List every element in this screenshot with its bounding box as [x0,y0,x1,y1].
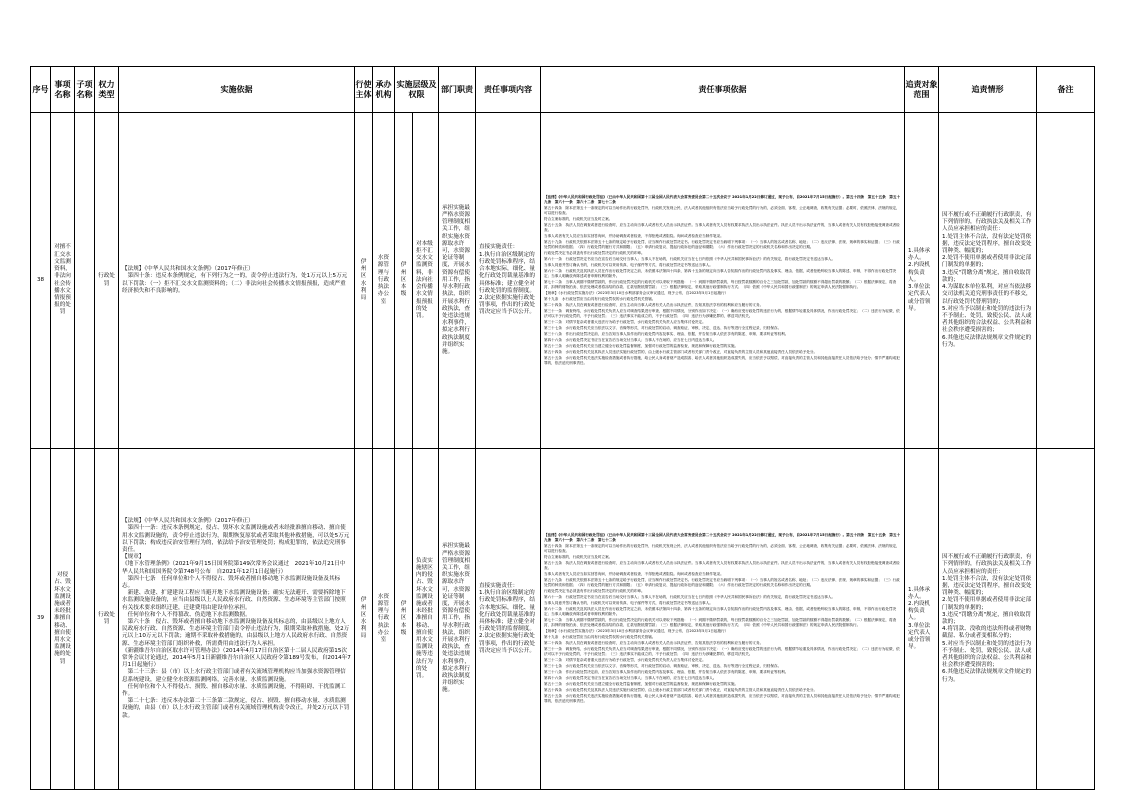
row-situation: 因不履行或不正确履行行政职责，有下列情形的，行政执法关及相关工作人员应承担相应的责任： 1.处罚主体不合法，没有法定处罚依据，违反法定处罚程序，擅自改变处罚种类、幅度的； 2.处罚不使用单据或者使用非法定部门制发的单据的； 3.违反"罚缴分离"规定，擅自收取罚款的； 4.为谋取本单位私利，对应当依法移交司法机关追究刑事责任的不移交，以行政处罚代替刑罚的； 5.对应当予以制止和处罚的违法行为不予制止、处罚，致使公民、法人或者其他组织的合法权益、公共利益和社会秩序遭受损害的； 6.其他违反法律法规规章文件规定的行为。 [939,113,1037,449]
duty-basis-paragraph: 第五十三条 水行政处罚机关应当建立健全行政处罚监督制度，加强对行政处罚的监督检查，规范和保障行政处罚的实施。 [544,343,739,348]
duty-basis-paragraph: 第五十五条 水行政处罚机关违法实施检查措施或者执行措施，给公民人身或者财产造成损害、给法人或者其他组织造成损失的，应当依法予以赔偿，对直接负责的主管人员和其他直接责任人员依法给予处分；情节严重构成犯罪的，依法追究刑事责任。 [544,355,900,365]
duty-basis-paragraph: 符合立案标准的，行政机关应当及时立案。 [544,555,613,559]
duty-basis-paragraph: 第五十四条 水行政处罚机关及其执法人员违法实施行政处罚的，由上级水行政主管部门或者有关部门责令改正，对直接负责的主管人员和其他直接责任人员依法给予处分。 [544,349,818,354]
row-target: 1.具体承办人。 2.内设机构负责人。 3.单位法定代表人或分管领导。 [905,449,939,790]
responsibility-table [30,66,1095,790]
duty-basis-paragraph: 当事人同意并签订确认书的，行政机关可以采用传真、电子邮件等方式，将行政处罚决定书等送达当事人。 [544,262,713,267]
row-item-name: 对擅不汇交水文监测资料，非法向社会传播水文情报预报的处罚 [51,113,75,449]
duty-basis-paragraph: 第六十二条 行政机关及其执法人员在作出行政处罚决定之前，未依照本法第四十四条、第四十五条的规定向当事人告知拟作出的行政处罚内容及事实、理由、依据，或者拒绝听取当事人的陈述、申辩，不得作出行政处罚决定；当事人明确放弃陈述或者申辩权利的除外。 [544,268,897,278]
row-remark [1037,449,1095,790]
duty-basis-paragraph: 第三十二条 对情节复杂或者重大违法行为给予行政处罚，水行政处罚机关负责人应当集体讨论决定。 [544,658,706,662]
header-organ: 承办机构 [373,67,395,113]
duty-basis-paragraph: 第五十五条 执法人员在调查或者进行检查时，应当主动向当事人或者有关人员出示执法证件。当事人或者有关人员有权要求执法人员出示执法证件。执法人员不出示执法证件的，当事人或者有关人员有权拒绝接受调查或者检查。 [544,561,900,570]
duty-basis-paragraph: 第三十七条 水行政处罚机关应当依法以文字、音像等形式，对行政处罚的启动、调查取证、审核、决定、送达、执行等进行全过程记录，归档保存。 [544,664,782,668]
duty-basis-paragraph: 第三十七条 水行政处罚机关应当依法以文字、音像等形式，对行政处罚的启动、调查取证、审核、决定、送达、执行等进行全过程记录，归档保存。 [544,325,782,330]
row-level: 伊州区本级 [395,113,413,449]
duty-basis-paragraph: 【法律】《中华人民共和国行政处罚法》（已由中华人民共和国第十三届全国人民代表大会常务委员会第二十五次会议于 2021年1月22日修订通过，现予公布，自2021年7月15日起施行）。第五十四条 第五十五条 第五十九条 第六十一条 第六十二条 第七十二条 [544,194,901,204]
row-sub-item [75,449,95,790]
duty-basis-paragraph: 第三十八条 作出行政处罚决定前，应当告知当事人拟作出的行政处罚内容及事实、理由、依据，并告知当事人依法享有的陈述、申辩、要求听证等权利。 [544,670,789,674]
row-level-power: 负责实施辖区内的侵占、毁坏水文监测设施或者未经批准擅自移动、擅自使用水文监测设施等违法行为的处罚。 [413,449,439,790]
duty-basis-paragraph: 第五十四条 除本法第五十一条规定的可以当场作出的行政处罚外，行政机关发现公民、法人或者其他组织有依法应当给予行政处罚的行为的，必须全面、客观、公正地调查，收集有关证据；必要时，依照法律、法规的规定，可以进行检查。 [544,205,900,215]
header-power-type: 权力类型 [95,67,119,113]
row-dept-duty: 承担实施最严格水资源管理制度相关工作，组织实施水资源取水许可，水资源论证等制度，开展水资源有偿使用工作，指导水利行政执法，组织开展水利行政执法，查处违法违规水利事件，拟定水利行政执法制度并组织实施。 [439,449,476,790]
header-item-name: 事项名称 [51,67,75,113]
row-no: 38 [31,113,51,449]
duty-basis-paragraph: 【规章】《水行政处罚实施办法》（2023年3月10日水利部部务会议审议通过，现予公布，自2023年5月1日起施行） [544,290,729,295]
table-row [31,449,1095,790]
header-level: 实施层级及权限 [395,67,439,113]
duty-basis-paragraph: 第五十五条 水行政处罚机关违法实施检查措施或者执行措施，给公民人身或者财产造成损害、给法人或者其他组织造成损失的，应当依法予以赔偿，对直接负责的主管人员和其他直接责任人员依法给予处分；情节严重构成犯罪的，依法追究刑事责任。 [544,694,900,703]
header-dept-duty: 部门职责 [439,67,476,113]
duty-basis-paragraph: 第六十二条 行政机关及其执法人员在作出行政处罚决定之前，未依照本法第四十四条、第四十五条的规定向当事人告知拟作出的行政处罚内容及事实、理由、依据，或者拒绝听取当事人的陈述、申辩，不得作出行政处罚决定；当事人明确放弃陈述或者申辩权利的除外。 [544,607,897,616]
header-row [31,67,1095,113]
row-basis: 【法规】《中华人民共和国水文条例》（2017年修正） 第四十一条：违反本条例规定，侵占、毁坏水文监测设施或者未经批准擅自移动、擅自使用水文监测设施的，责令停止违法行为，限期恢复原状或者采取其他补救措施，可以处5万元以下罚款；构成违反治安管理行为的，依法给予治安管理处罚；构成犯罪的，依法追究刑事责任。 【规章】 《地下水管理条例》（2021年9月15日国务院第149次常务会议通过 2021年10月21日中华人民共和国国务院令第748号公布 自2021年12月1日起施行） 第四十七条 任何单位和个人不得侵占、毁坏或者擅自移动地下水监测设施设备及其标志。 新建、改建、扩建建设工程应当避开地下水监测设施设备；确实无法避开、需要拆除地下水监测设施设备的，应当由县级以上人民政府水行政、自然资源、生态环境等主管部门按照有关技术要求组织迁建，迁建费用由建设单位承担。 任何单位和个人不得篡改、伪造地下水监测数据。 第六十条 侵占、毁坏或者擅自移动地下水监测设施设备及其标志的，由县级以上地方人民政府水行政、自然资源、生态环境主管部门责令停止违法行为，限期采取补救措施，处2万元以上10万元以下罚款；逾期不采取补救措施的，由县级以上地方人民政府水行政、自然资源、生态环境主管部门组织补救，所需费用由违法行为人承担。 《新疆维吾尔自治区取水许可管理办法》（2014年4月17日自治区第十二届人民政府第15次常务会议讨论通过，2014年5月1日新疆维吾尔自治区人民政府令第189号发布，自2014年7月1日起施行） 第二十三条：县（市）以上水行政主管部门或者有关流域管理机构应当加强水资源管理信息系统建设，建立健全水资源监测网络，完善水量、水质监测设施。 任何单位和个人不得侵占、损毁、擅自移动水量、水质监测设施，不得阻碍、干扰监测工作。 第二十七条：违反本办法第二十三条第二款规定，侵占、损毁、擅自移动水量、水质监测设施的，由县（市）以上水行政主管部门或者有关流域管理机构责令改正，并处2万元以下罚款。 [119,449,355,790]
duty-basis-paragraph: 第二十四条 执法人员在调查或者进行检查时，应当主动向当事人或者有关人员出示执法证件，告知其依法享有的权利和应当履行的义务。 [544,641,764,645]
duty-basis-paragraph: 行政处罚决定书必须盖有作出行政处罚决定的行政机关的印章。 [544,250,645,255]
row-power-type: 行政处罚 [95,449,119,790]
duty-basis-paragraph: 第二十四条 执法人员在调查或者进行检查时，应当主动向当事人或者有关人员出示执法证件，告知其依法享有的权利和应当履行的义务。 [544,302,764,307]
row-no: 39 [31,449,51,790]
duty-basis-paragraph: 第五十五条 执法人员在调查或者进行检查时，应当主动向当事人或者有关人员出示执法证件。当事人或者有关人员有权要求执法人员出示执法证件。执法人员不出示执法证件的，当事人或者有关人员有权拒绝接受调查或者检查。 [544,222,900,232]
row-remark [1037,113,1095,449]
row-sub-item [75,113,95,449]
row-basis: 【法规】《中华人民共和国水文条例》（2017年修正） 第四十条：违反本条例规定，有下列行为之一的，责令停止违法行为，处1万元以上5万元以下罚款：（一）拒不汇交水文监测资料的；（二）非法向社会传播水文情报预报，造成严重经济损失和不良影响的。 [119,113,355,449]
row-target: 1.具体承办人。 2.内设机构负责人。 3.单位法定代表人或分管领导。 [905,113,939,449]
header-subject: 行使主体 [355,67,373,113]
duty-basis-paragraph: 第四十六条 水行政处罚决定书应当在宣告后当场交付当事人；当事人不在场的，应当在七日内送达当事人。 [544,337,717,342]
duty-basis-paragraph: 第三十一条 调查终结，水行政处罚机关负责人应当对调查结果进行审查，根据不同情况，分别作出如下决定：（一）确有应受行政处罚的违法行为的，根据情节轻重及具体情况，作出行政处罚决定；（二）违法行为轻微，依法可以不予行政处罚的，不予行政处罚；（三）违法事实不能成立的，不予行政处罚；（四）违法行为涉嫌犯罪的，移送司法机关。 [544,647,900,656]
row-duty-basis [541,113,905,449]
duty-basis-paragraph: 第六十一条 行政处罚决定书应当在宣告后当场交付当事人；当事人不在场的，行政机关应当在七日内依照《中华人民共和国民事诉讼法》的有关规定，将行政处罚决定书送达当事人。 [544,595,836,599]
header-situation: 追责情形 [939,67,1037,113]
duty-basis-paragraph: 【法律】《中华人民共和国行政处罚法》（已由中华人民共和国第十三届全国人民代表大会常务委员会第二十五次会议于 2021年1月22日修订通过，现予公布，自2021年7月15日起施行）。第五十四条 第五十五条 第五十九条 第六十一条 第六十二条 第七十二条 [544,533,901,542]
duty-basis-list [544,195,901,366]
row-subject: 伊州区水利局 [355,449,373,790]
duty-basis-paragraph: 第六十一条 行政处罚决定书应当在宣告后当场交付当事人；当事人不在场的，行政机关应当在七日内依照《中华人民共和国民事诉讼法》的有关规定，将行政处罚决定书送达当事人。 [544,256,836,261]
header-basis: 实施依据 [119,67,355,113]
row-organ: 水资源管理与行政执法办公室 [373,449,395,790]
header-remark: 备注 [1037,67,1095,113]
row-duty-content: 直接实施责任： 1.执行自治区级制定的行政处罚标准程序，结合本地实际，细化、量化行政处罚裁量基准的具体标准；建立健全对行政处罚的监督制度。 2.法定依据实施行政处罚事项，作出的行政处罚决定应当予以公开。 [476,449,541,790]
duty-basis-paragraph: 第五十九条 行政机关依照本法第五十七条的规定给予行政处罚，应当制作行政处罚决定书。行政处罚决定书应当载明下列事项：（一）当事人的姓名或者名称、地址；（二）违反法律、法规、规章的事实和证据；（三）行政处罚的种类和依据；（四）行政处罚的履行方式和期限；（五）申请行政复议、提起行政诉讼的途径和期限；（六）作出行政处罚决定的行政机关名称和作出决定的日期。 [544,239,900,249]
duty-basis-paragraph: 第十九条 水行政处罚应当由具有行政处罚权的水行政处罚机关管辖。 [544,296,656,301]
header-duty-content: 责任事项内容 [476,67,541,113]
duty-basis-paragraph: 第三十八条 作出行政处罚决定前，应当告知当事人拟作出的行政处罚内容及事实、理由、依据，并告知当事人依法享有的陈述、申辩、要求听证等权利。 [544,331,789,336]
row-duty-content: 直接实施责任： 1.执行自治区级制定的行政处罚标准程序，结合本地实际，细化、量化行政处罚裁量基准的具体标准；建立健全对行政处罚的监督制度。 2.法定依据实施行政处罚事项，作出的行政处罚决定应当予以公开。 [476,113,541,449]
row-item-name: 对侵占、毁坏水文监测设施或者未经批准擅自移动、擅自使用水文监测设施的处罚 [51,449,75,790]
row-duty-basis [541,449,905,790]
header-target: 追责对象范围 [905,67,939,113]
duty-basis-paragraph: 第七十二条 当事人到期不缴纳罚款的，作出行政处罚决定的行政机关可以采取下列措施：（一）到期不缴纳罚款的，每日按罚款数额的百分之三加处罚款，加处罚款的数额不得超出罚款的数额；（二）根据法律规定，将查封、扣押的财物拍卖、依法处理或者将冻结的存款、汇款划拨抵缴罚款；（三）根据法律规定，采取其他行政强制执行方式；（四）依照《中华人民共和国行政强制法》的规定申请人民法院强制执行。 [544,618,897,627]
header-no: 序号 [31,67,51,113]
row-situation: 因不履行或不正确履行行政职责，有下列情形的，行政执法关及相关工作人员应承担相应的责任： 1.处罚主体不合法，没有法定处罚依据，违反法定处罚程序，擅自改变处罚种类、幅度的； 2.处罚不使用单据或者使用非法定部门制发的单据的； 3.违反"罚缴分离"规定，擅自收取罚款的； 4.将罚款、没收的违法所得或者财物截留、私分或者变相私分的； 5.对应当予以制止和处罚的违法行为不予制止、处罚，致使公民、法人或者其他组织的合法权益、公共利益和社会秩序遭受损害的； 6.其他违反法律法规规章文件规定的行为。 [939,449,1037,790]
duty-basis-paragraph: 当事人或者有关人员应当如实回答询问，并协助调查或者检查，不得拒绝或者阻挠。询问或者检查应当制作笔录。 [544,233,724,238]
row-subject: 伊州区水利局 [355,113,373,449]
duty-basis-paragraph: 当事人或者有关人员应当如实回答询问，并协助调查或者检查，不得拒绝或者阻挠。询问或者检查应当制作笔录。 [544,572,724,576]
duty-basis-paragraph: 第七十二条 当事人到期不缴纳罚款的，作出行政处罚决定的行政机关可以采取下列措施：（一）到期不缴纳罚款的，每日按罚款数额的百分之三加处罚款，加处罚款的数额不得超出罚款的数额；（二）根据法律规定，将查封、扣押的财物拍卖、依法处理或者将冻结的存款、汇款划拨抵缴罚款；（三）根据法律规定，采取其他行政强制执行方式；（四）依照《中华人民共和国行政强制法》的规定申请人民法院强制执行。 [544,279,897,289]
duty-basis-paragraph: 第五十九条 行政机关依照本法第五十七条的规定给予行政处罚，应当制作行政处罚决定书。行政处罚决定书应当载明下列事项：（一）当事人的姓名或者名称、地址；（二）违反法律、法规、规章的事实和证据；（三）行政处罚的种类和依据；（四）行政处罚的履行方式和期限；（五）申请行政复议、提起行政诉讼的途径和期限；（六）作出行政处罚决定的行政机关名称和作出决定的日期。 [544,578,900,587]
header-sub-item: 子项名称 [75,67,95,113]
row-power-type: 行政处罚 [95,113,119,449]
duty-basis-paragraph: 第三十二条 对情节复杂或者重大违法行为给予行政处罚，水行政处罚机关负责人应当集体讨论决定。 [544,319,706,324]
header-duty-basis: 责任事项依据 [541,67,905,113]
duty-basis-paragraph: 第五十三条 水行政处罚机关应当建立健全行政处罚监督制度，加强对行政处罚的监督检查，规范和保障行政处罚的实施。 [544,682,739,686]
row-level-power: 对本级拒不汇交水文监测资料，非法向社会传播水文情报预报的处罚。 [413,113,439,449]
duty-basis-paragraph: 行政处罚决定书必须盖有作出行政处罚决定的行政机关的印章。 [544,589,645,593]
row-organ: 水资源管理与行政执法办公室 [373,113,395,449]
duty-basis-paragraph: 第三十一条 调查终结，水行政处罚机关负责人应当对调查结果进行审查，根据不同情况，分别作出如下决定：（一）确有应受行政处罚的违法行为的，根据情节轻重及具体情况，作出行政处罚决定；（二）违法行为轻微，依法可以不予行政处罚的，不予行政处罚；（三）违法事实不能成立的，不予行政处罚；（四）违法行为涉嫌犯罪的，移送司法机关。 [544,308,900,318]
duty-basis-paragraph: 第五十四条 除本法第五十一条规定的可以当场作出的行政处罚外，行政机关发现公民、法人或者其他组织有依法应当给予行政处罚的行为的，必须全面、客观、公正地调查，收集有关证据；必要时，依照法律、法规的规定，可以进行检查。 [544,544,900,553]
row-dept-duty: 承担实施最严格水资源管理制度相关工作，组织实施水资源取水许可，水资源论证等制度，开展水资源有偿使用工作，指导水利行政执法，组织开展水利行政执法，查处违法违规水利事件，拟定水利行政执法制度并组织实施。 [439,113,476,449]
duty-basis-paragraph: 第四十六条 水行政处罚决定书应当在宣告后当场交付当事人；当事人不在场的，应当在七日内送达当事人。 [544,676,717,680]
duty-basis-paragraph: 【规章】《水行政处罚实施办法》（2023年3月10日水利部部务会议审议通过，现予公布，自2023年5月1日起施行） [544,629,729,633]
table-row [31,113,1095,449]
duty-basis-paragraph: 第五十四条 水行政处罚机关及其执法人员违法实施行政处罚的，由上级水行政主管部门或者有关部门责令改正，对直接负责的主管人员和其他直接责任人员依法给予处分。 [544,688,818,692]
row-level: 伊州区本级 [395,449,413,790]
duty-basis-paragraph: 符合立案标准的，行政机关应当及时立案。 [544,216,613,221]
duty-basis-list [544,533,901,704]
duty-basis-paragraph: 第十九条 水行政处罚应当由具有行政处罚权的水行政处罚机关管辖。 [544,635,656,639]
duty-basis-paragraph: 当事人同意并签订确认书的，行政机关可以采用传真、电子邮件等方式，将行政处罚决定书等送达当事人。 [544,601,713,605]
